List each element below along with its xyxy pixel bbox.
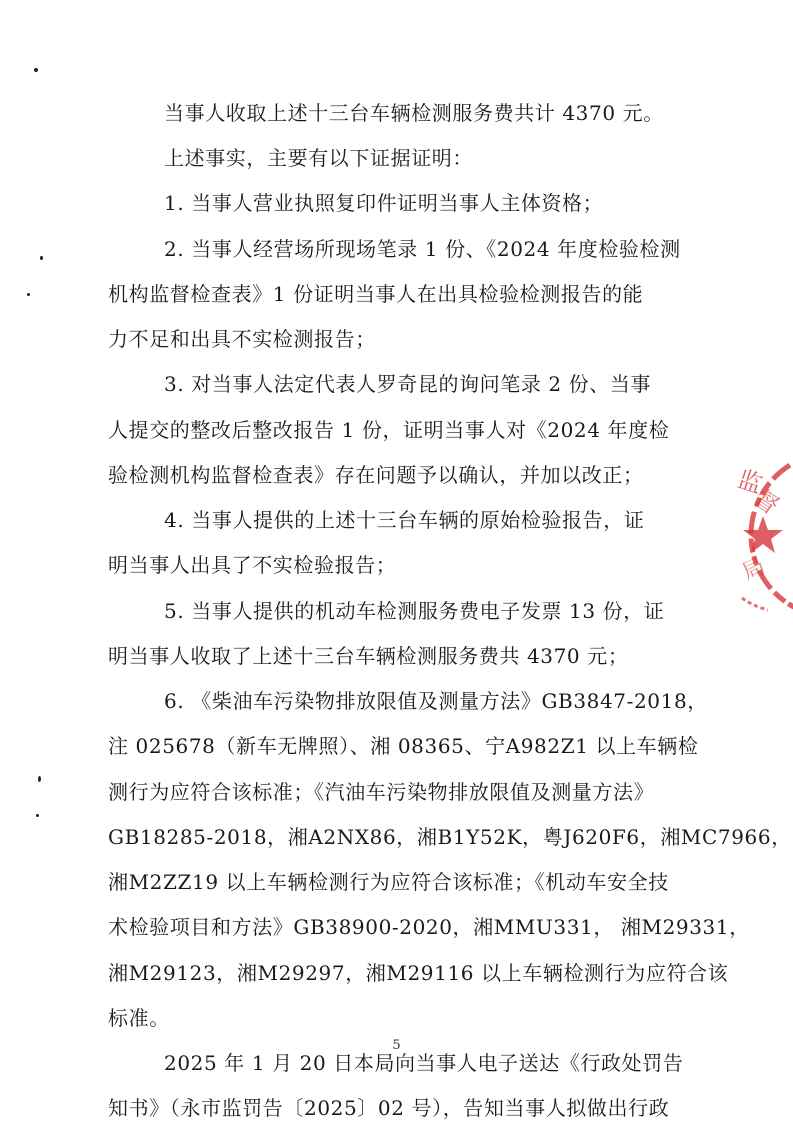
- text-line: 验检测机构监督检查表》存在问题予以确认，并加以改正；: [108, 463, 644, 487]
- text-line: 当事人收取上述十三台车辆检测服务费共计 4370 元。: [164, 101, 664, 125]
- scan-speck: [27, 293, 30, 296]
- scan-speck: [38, 776, 41, 782]
- text-line: 力不足和出具不实检测报告；: [108, 327, 376, 351]
- text-line: 6. 《柴油车污染物排放限值及测量方法》GB3847-2018，: [164, 689, 708, 713]
- stamp-char: 局: [738, 553, 769, 586]
- text-line: 明当事人收取了上述十三台车辆检测服务费共 4370 元；: [108, 644, 629, 668]
- official-seal-stamp: [728, 448, 793, 623]
- text-line: 湘M29123，湘M29297，湘M29116 以上车辆检测行为应符合该: [108, 961, 729, 985]
- text-line: 测行为应符合该标准；《汽油车污染物排放限值及测量方法》: [108, 780, 655, 804]
- scan-speck: [34, 68, 38, 72]
- text-line: 湘M2ZZ19 以上车辆检测行为应符合该标准；《机动车安全技: [108, 870, 669, 894]
- text-line: 注 025678（新车无牌照）、湘 08365、宁A982Z1 以上车辆检: [108, 734, 699, 758]
- text-line: 4. 当事人提供的上述十三台车辆的原始检验报告，证: [164, 508, 645, 532]
- text-line: 术检验项目和方法》GB38900-2020，湘MMU331， 湘M29331，: [108, 915, 750, 939]
- text-line: 上述事实，主要有以下证据证明：: [164, 146, 473, 170]
- text-line: 5. 当事人提供的机动车检测服务费电子发票 13 份，证: [164, 599, 665, 623]
- text-line: 机构监督检查表》1 份证明当事人在出具检验检测报告的能: [108, 282, 644, 306]
- text-line: 2. 当事人经营场所现场笔录 1 份、《2024 年度检验检测: [164, 237, 681, 261]
- stamp-char: 督: [748, 483, 784, 521]
- text-line: 人提交的整改后整改报告 1 份，证明当事人对《2024 年度检: [108, 418, 670, 442]
- page-number: 5: [392, 1038, 401, 1053]
- stamp-char: 监: [734, 464, 766, 500]
- text-line: 明当事人出具了不实检验报告；: [108, 553, 397, 577]
- text-line: 2025 年 1 月 20 日本局向当事人电子送达《行政处罚告: [164, 1051, 684, 1075]
- text-line: 知书》（永市监罚告〔2025〕02 号），告知当事人拟做出行政: [108, 1096, 670, 1120]
- text-line: 标准。: [108, 1006, 170, 1030]
- scan-speck: [36, 814, 39, 817]
- text-line: GB18285-2018，湘A2NX86，湘B1Y52K，粤J620F6，湘MC7966，: [108, 825, 792, 849]
- scan-speck: [40, 256, 43, 260]
- text-line: 3. 对当事人法定代表人罗奇昆的询问笔录 2 份、当事: [164, 372, 652, 396]
- text-line: 1. 当事人营业执照复印件证明当事人主体资格；: [164, 191, 604, 215]
